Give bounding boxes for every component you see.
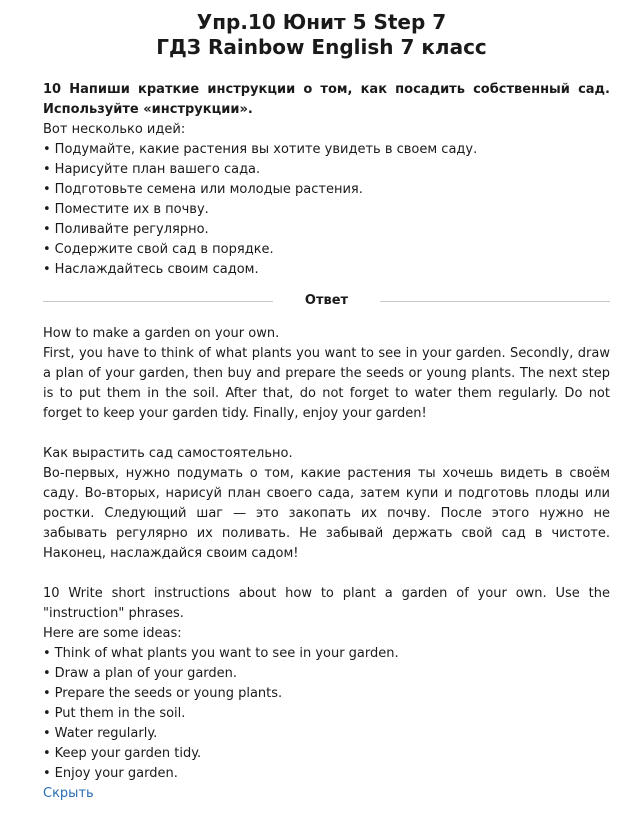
list-item-text: Нарисуйте план вашего сада.	[54, 162, 261, 177]
spacer	[43, 424, 610, 444]
list-item	[43, 160, 610, 180]
answer-title-ru: Как вырастить сад самостоятельно.	[43, 446, 293, 461]
ideas-list-en	[43, 644, 610, 784]
ideas-list-ru	[43, 140, 610, 280]
answer-label: Ответ	[304, 293, 349, 308]
bullet-icon: •	[43, 222, 51, 237]
list-item	[43, 220, 610, 240]
list-item	[43, 240, 610, 260]
list-item	[43, 724, 610, 744]
list-item-text: Keep your garden tidy.	[54, 746, 202, 761]
ideas-intro-ru: Вот несколько идей:	[43, 122, 186, 137]
list-item-text: Поливайте регулярно.	[54, 222, 209, 237]
title-line-2: ГДЗ Rainbow English 7 класс	[156, 35, 487, 59]
spacer	[43, 564, 610, 584]
hide-link[interactable]: Скрыть	[43, 786, 94, 801]
bullet-icon: •	[43, 262, 51, 277]
list-item	[43, 684, 610, 704]
list-item	[43, 644, 610, 664]
list-item-text: Enjoy your garden.	[54, 766, 178, 781]
answer-title-en: How to make a garden on your own.	[43, 326, 280, 341]
list-item-text: Prepare the seeds or young plants.	[54, 686, 283, 701]
list-item-text: Draw a plan of your garden.	[54, 666, 238, 681]
task-heading-ru: 10 Напиши краткие инструкции о том, как посадить собственный сад. Используйте «инструкции».	[43, 82, 610, 117]
list-item-text: Подумайте, какие растения вы хотите увидеть в своем саду.	[54, 142, 478, 157]
list-item-text: Подготовьте семена или молодые растения.	[54, 182, 363, 197]
list-item-text: Water regularly.	[54, 726, 158, 741]
ideas-intro-en: Here are some ideas:	[43, 626, 182, 641]
content	[43, 80, 610, 804]
divider-rule-left	[43, 301, 273, 302]
answer-text-en: First, you have to think of what plants you want to see in your garden. Secondly, draw a plan of your garden, then buy and prepare the seeds or young plants. The next step is to put them in the soil. After that, do not forget to water them regularly. Do not forget to keep your garden tidy. Finally, enjoy your garden!	[43, 346, 610, 421]
divider-rule-right	[380, 301, 610, 302]
list-item	[43, 180, 610, 200]
list-item	[43, 704, 610, 724]
list-item	[43, 260, 610, 280]
bullet-icon: •	[43, 202, 51, 217]
list-item	[43, 200, 610, 220]
list-item-text: Put them in the soil.	[54, 706, 186, 721]
list-item	[43, 764, 610, 784]
bullet-icon: •	[43, 646, 51, 661]
bullet-icon: •	[43, 746, 51, 761]
bullet-icon: •	[43, 766, 51, 781]
page-title	[0, 10, 643, 60]
list-item-text: Содержите свой сад в порядке.	[54, 242, 274, 257]
title-line-1: Упр.10 Юнит 5 Step 7	[196, 10, 447, 34]
list-item	[43, 664, 610, 684]
bullet-icon: •	[43, 182, 51, 197]
bullet-icon: •	[43, 162, 51, 177]
bullet-icon: •	[43, 666, 51, 681]
list-item	[43, 744, 610, 764]
bullet-icon: •	[43, 686, 51, 701]
list-item-text: Think of what plants you want to see in your garden.	[54, 646, 399, 661]
task-heading-en: 10 Write short instructions about how to plant a garden of your own. Use the "instruction" phrases.	[43, 586, 610, 621]
answer-text-ru: Во-первых, нужно подумать о том, какие растения ты хочешь видеть в своём саду. Во-вторых, нарисуй план своего сада, затем купи и подготовь плоды или ростки. Следующий шаг — это закопать их почву. После этого нужно не забывать регулярно их поливать. Не забывай держать свой сад в чистоте. Наконец, наслаждайся своим садом!	[43, 466, 610, 561]
bullet-icon: •	[43, 706, 51, 721]
bullet-icon: •	[43, 142, 51, 157]
answer-divider	[43, 291, 610, 311]
bullet-icon: •	[43, 242, 51, 257]
list-item-text: Наслаждайтесь своим садом.	[54, 262, 259, 277]
list-item	[43, 140, 610, 160]
bullet-icon: •	[43, 726, 51, 741]
list-item-text: Поместите их в почву.	[54, 202, 209, 217]
